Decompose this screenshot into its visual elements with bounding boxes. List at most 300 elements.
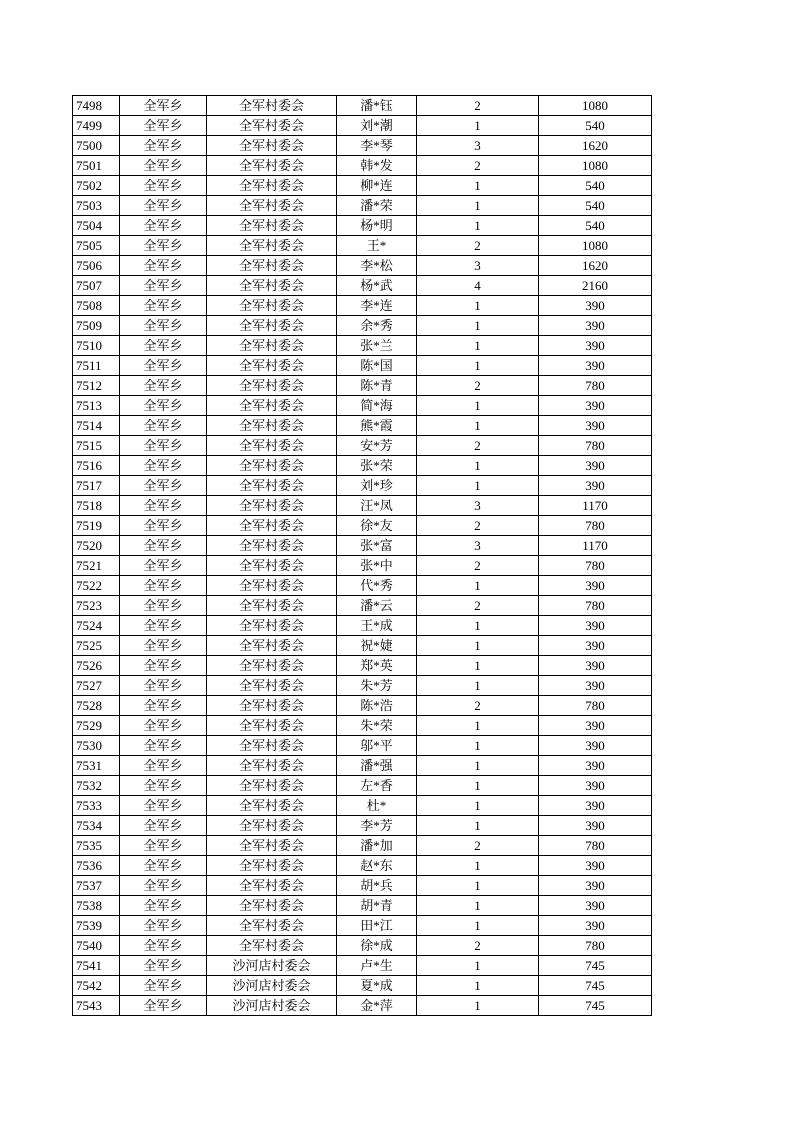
count-cell: 1 bbox=[417, 636, 539, 656]
township-cell: 全军乡 bbox=[120, 916, 207, 936]
count-cell: 1 bbox=[417, 216, 539, 236]
name-cell: 简*海 bbox=[337, 396, 417, 416]
count-cell: 1 bbox=[417, 116, 539, 136]
name-cell: 潘*荣 bbox=[337, 196, 417, 216]
village-committee-cell: 全军村委会 bbox=[207, 196, 337, 216]
count-cell: 2 bbox=[417, 556, 539, 576]
record-id-cell: 7499 bbox=[73, 116, 120, 136]
amount-cell: 1170 bbox=[539, 536, 652, 556]
count-cell: 1 bbox=[417, 756, 539, 776]
record-id-cell: 7543 bbox=[73, 996, 120, 1016]
table-row bbox=[73, 856, 652, 876]
amount-cell: 390 bbox=[539, 716, 652, 736]
record-id-cell: 7514 bbox=[73, 416, 120, 436]
amount-cell: 390 bbox=[539, 736, 652, 756]
name-cell: 王* bbox=[337, 236, 417, 256]
name-cell: 熊*霞 bbox=[337, 416, 417, 436]
record-id-cell: 7538 bbox=[73, 896, 120, 916]
table-row bbox=[73, 156, 652, 176]
amount-cell: 390 bbox=[539, 916, 652, 936]
count-cell: 1 bbox=[417, 336, 539, 356]
township-cell: 全军乡 bbox=[120, 776, 207, 796]
name-cell: 韩*发 bbox=[337, 156, 417, 176]
record-id-cell: 7542 bbox=[73, 976, 120, 996]
township-cell: 全军乡 bbox=[120, 136, 207, 156]
village-committee-cell: 全军村委会 bbox=[207, 276, 337, 296]
table-row bbox=[73, 876, 652, 896]
village-committee-cell: 全军村委会 bbox=[207, 156, 337, 176]
amount-cell: 780 bbox=[539, 436, 652, 456]
township-cell: 全军乡 bbox=[120, 576, 207, 596]
record-id-cell: 7517 bbox=[73, 476, 120, 496]
count-cell: 1 bbox=[417, 356, 539, 376]
count-cell: 2 bbox=[417, 376, 539, 396]
township-cell: 全军乡 bbox=[120, 116, 207, 136]
name-cell: 杨*武 bbox=[337, 276, 417, 296]
count-cell: 1 bbox=[417, 816, 539, 836]
table-row bbox=[73, 196, 652, 216]
record-id-cell: 7527 bbox=[73, 676, 120, 696]
count-cell: 1 bbox=[417, 196, 539, 216]
count-cell: 1 bbox=[417, 956, 539, 976]
count-cell: 3 bbox=[417, 136, 539, 156]
table-row bbox=[73, 416, 652, 436]
table-row bbox=[73, 276, 652, 296]
record-id-cell: 7500 bbox=[73, 136, 120, 156]
table-row bbox=[73, 896, 652, 916]
table-row bbox=[73, 956, 652, 976]
village-committee-cell: 全军村委会 bbox=[207, 836, 337, 856]
township-cell: 全军乡 bbox=[120, 936, 207, 956]
village-committee-cell: 全军村委会 bbox=[207, 556, 337, 576]
table-row bbox=[73, 576, 652, 596]
village-committee-cell: 全军村委会 bbox=[207, 576, 337, 596]
name-cell: 张*兰 bbox=[337, 336, 417, 356]
table-row bbox=[73, 796, 652, 816]
name-cell: 祝*婕 bbox=[337, 636, 417, 656]
amount-cell: 390 bbox=[539, 816, 652, 836]
name-cell: 郑*英 bbox=[337, 656, 417, 676]
name-cell: 刘*潮 bbox=[337, 116, 417, 136]
village-committee-cell: 全军村委会 bbox=[207, 716, 337, 736]
township-cell: 全军乡 bbox=[120, 376, 207, 396]
village-committee-cell: 全军村委会 bbox=[207, 696, 337, 716]
name-cell: 陈*青 bbox=[337, 376, 417, 396]
name-cell: 潘*钰 bbox=[337, 96, 417, 116]
township-cell: 全军乡 bbox=[120, 796, 207, 816]
village-committee-cell: 全军村委会 bbox=[207, 616, 337, 636]
village-committee-cell: 全军村委会 bbox=[207, 436, 337, 456]
name-cell: 田*江 bbox=[337, 916, 417, 936]
township-cell: 全军乡 bbox=[120, 996, 207, 1016]
name-cell: 余*秀 bbox=[337, 316, 417, 336]
record-id-cell: 7498 bbox=[73, 96, 120, 116]
table-row bbox=[73, 296, 652, 316]
count-cell: 1 bbox=[417, 176, 539, 196]
village-committee-cell: 全军村委会 bbox=[207, 136, 337, 156]
township-cell: 全军乡 bbox=[120, 336, 207, 356]
amount-cell: 745 bbox=[539, 976, 652, 996]
table-row bbox=[73, 556, 652, 576]
table-row bbox=[73, 596, 652, 616]
table-row bbox=[73, 836, 652, 856]
village-committee-cell: 沙河店村委会 bbox=[207, 996, 337, 1016]
table-row bbox=[73, 96, 652, 116]
count-cell: 2 bbox=[417, 596, 539, 616]
name-cell: 陈*浩 bbox=[337, 696, 417, 716]
count-cell: 2 bbox=[417, 236, 539, 256]
table-row bbox=[73, 236, 652, 256]
township-cell: 全军乡 bbox=[120, 656, 207, 676]
name-cell: 代*秀 bbox=[337, 576, 417, 596]
amount-cell: 540 bbox=[539, 196, 652, 216]
amount-cell: 2160 bbox=[539, 276, 652, 296]
record-id-cell: 7503 bbox=[73, 196, 120, 216]
amount-cell: 1170 bbox=[539, 496, 652, 516]
record-id-cell: 7518 bbox=[73, 496, 120, 516]
record-id-cell: 7511 bbox=[73, 356, 120, 376]
record-id-cell: 7526 bbox=[73, 656, 120, 676]
name-cell: 左*香 bbox=[337, 776, 417, 796]
table-row bbox=[73, 316, 652, 336]
table-row bbox=[73, 356, 652, 376]
township-cell: 全军乡 bbox=[120, 616, 207, 636]
village-committee-cell: 全军村委会 bbox=[207, 936, 337, 956]
village-committee-cell: 全军村委会 bbox=[207, 396, 337, 416]
count-cell: 1 bbox=[417, 416, 539, 436]
record-id-cell: 7501 bbox=[73, 156, 120, 176]
township-cell: 全军乡 bbox=[120, 736, 207, 756]
village-committee-cell: 全军村委会 bbox=[207, 636, 337, 656]
record-id-cell: 7522 bbox=[73, 576, 120, 596]
amount-cell: 540 bbox=[539, 216, 652, 236]
township-cell: 全军乡 bbox=[120, 296, 207, 316]
record-id-cell: 7525 bbox=[73, 636, 120, 656]
table-row bbox=[73, 436, 652, 456]
village-committee-cell: 全军村委会 bbox=[207, 356, 337, 376]
village-committee-cell: 全军村委会 bbox=[207, 296, 337, 316]
township-cell: 全军乡 bbox=[120, 316, 207, 336]
amount-cell: 390 bbox=[539, 416, 652, 436]
table-row bbox=[73, 716, 652, 736]
record-id-cell: 7539 bbox=[73, 916, 120, 936]
name-cell: 汪*凤 bbox=[337, 496, 417, 516]
table-row bbox=[73, 396, 652, 416]
amount-cell: 390 bbox=[539, 856, 652, 876]
township-cell: 全军乡 bbox=[120, 96, 207, 116]
count-cell: 4 bbox=[417, 276, 539, 296]
table-row bbox=[73, 696, 652, 716]
amount-cell: 780 bbox=[539, 936, 652, 956]
count-cell: 2 bbox=[417, 516, 539, 536]
amount-cell: 1080 bbox=[539, 156, 652, 176]
amount-cell: 390 bbox=[539, 336, 652, 356]
village-committee-cell: 全军村委会 bbox=[207, 896, 337, 916]
count-cell: 2 bbox=[417, 96, 539, 116]
amount-cell: 780 bbox=[539, 556, 652, 576]
count-cell: 2 bbox=[417, 836, 539, 856]
table-row bbox=[73, 776, 652, 796]
township-cell: 全军乡 bbox=[120, 816, 207, 836]
village-committee-cell: 全军村委会 bbox=[207, 176, 337, 196]
township-cell: 全军乡 bbox=[120, 416, 207, 436]
table-row bbox=[73, 936, 652, 956]
township-cell: 全军乡 bbox=[120, 556, 207, 576]
count-cell: 1 bbox=[417, 916, 539, 936]
table-row bbox=[73, 976, 652, 996]
amount-cell: 390 bbox=[539, 316, 652, 336]
count-cell: 1 bbox=[417, 296, 539, 316]
amount-cell: 540 bbox=[539, 176, 652, 196]
name-cell: 柳*连 bbox=[337, 176, 417, 196]
township-cell: 全军乡 bbox=[120, 256, 207, 276]
count-cell: 1 bbox=[417, 976, 539, 996]
table-row bbox=[73, 656, 652, 676]
table-row bbox=[73, 476, 652, 496]
table-row bbox=[73, 756, 652, 776]
record-id-cell: 7506 bbox=[73, 256, 120, 276]
village-committee-cell: 全军村委会 bbox=[207, 456, 337, 476]
township-cell: 全军乡 bbox=[120, 876, 207, 896]
amount-cell: 390 bbox=[539, 616, 652, 636]
village-committee-cell: 全军村委会 bbox=[207, 516, 337, 536]
township-cell: 全军乡 bbox=[120, 496, 207, 516]
table-row bbox=[73, 816, 652, 836]
count-cell: 1 bbox=[417, 876, 539, 896]
count-cell: 3 bbox=[417, 536, 539, 556]
count-cell: 1 bbox=[417, 856, 539, 876]
record-id-cell: 7536 bbox=[73, 856, 120, 876]
township-cell: 全军乡 bbox=[120, 956, 207, 976]
name-cell: 杨*明 bbox=[337, 216, 417, 236]
count-cell: 2 bbox=[417, 156, 539, 176]
record-id-cell: 7535 bbox=[73, 836, 120, 856]
record-id-cell: 7508 bbox=[73, 296, 120, 316]
count-cell: 2 bbox=[417, 436, 539, 456]
amount-cell: 780 bbox=[539, 516, 652, 536]
table-row bbox=[73, 136, 652, 156]
township-cell: 全军乡 bbox=[120, 356, 207, 376]
township-cell: 全军乡 bbox=[120, 536, 207, 556]
village-committee-cell: 沙河店村委会 bbox=[207, 976, 337, 996]
table-row bbox=[73, 616, 652, 636]
amount-cell: 390 bbox=[539, 456, 652, 476]
table-row bbox=[73, 636, 652, 656]
village-committee-cell: 全军村委会 bbox=[207, 96, 337, 116]
amount-cell: 1080 bbox=[539, 96, 652, 116]
table-row bbox=[73, 516, 652, 536]
record-id-cell: 7537 bbox=[73, 876, 120, 896]
name-cell: 胡*兵 bbox=[337, 876, 417, 896]
count-cell: 1 bbox=[417, 456, 539, 476]
township-cell: 全军乡 bbox=[120, 436, 207, 456]
village-committee-cell: 全军村委会 bbox=[207, 816, 337, 836]
count-cell: 2 bbox=[417, 696, 539, 716]
amount-cell: 390 bbox=[539, 876, 652, 896]
count-cell: 1 bbox=[417, 736, 539, 756]
township-cell: 全军乡 bbox=[120, 636, 207, 656]
count-cell: 1 bbox=[417, 576, 539, 596]
township-cell: 全军乡 bbox=[120, 176, 207, 196]
amount-cell: 390 bbox=[539, 656, 652, 676]
name-cell: 潘*强 bbox=[337, 756, 417, 776]
township-cell: 全军乡 bbox=[120, 596, 207, 616]
township-cell: 全军乡 bbox=[120, 836, 207, 856]
village-committee-cell: 全军村委会 bbox=[207, 216, 337, 236]
amount-cell: 780 bbox=[539, 376, 652, 396]
record-id-cell: 7519 bbox=[73, 516, 120, 536]
amount-cell: 390 bbox=[539, 796, 652, 816]
record-id-cell: 7513 bbox=[73, 396, 120, 416]
village-committee-cell: 全军村委会 bbox=[207, 856, 337, 876]
amount-cell: 1620 bbox=[539, 256, 652, 276]
amount-cell: 390 bbox=[539, 896, 652, 916]
amount-cell: 390 bbox=[539, 356, 652, 376]
record-id-cell: 7516 bbox=[73, 456, 120, 476]
name-cell: 李*芳 bbox=[337, 816, 417, 836]
amount-cell: 780 bbox=[539, 696, 652, 716]
name-cell: 潘*加 bbox=[337, 836, 417, 856]
amount-cell: 390 bbox=[539, 756, 652, 776]
record-id-cell: 7515 bbox=[73, 436, 120, 456]
amount-cell: 780 bbox=[539, 596, 652, 616]
name-cell: 胡*青 bbox=[337, 896, 417, 916]
count-cell: 1 bbox=[417, 716, 539, 736]
township-cell: 全军乡 bbox=[120, 516, 207, 536]
village-committee-cell: 全军村委会 bbox=[207, 916, 337, 936]
count-cell: 1 bbox=[417, 316, 539, 336]
village-committee-cell: 全军村委会 bbox=[207, 116, 337, 136]
count-cell: 1 bbox=[417, 896, 539, 916]
township-cell: 全军乡 bbox=[120, 196, 207, 216]
table-row bbox=[73, 216, 652, 236]
amount-cell: 390 bbox=[539, 676, 652, 696]
township-cell: 全军乡 bbox=[120, 856, 207, 876]
village-committee-cell: 全军村委会 bbox=[207, 496, 337, 516]
village-committee-cell: 沙河店村委会 bbox=[207, 956, 337, 976]
township-cell: 全军乡 bbox=[120, 396, 207, 416]
name-cell: 金*萍 bbox=[337, 996, 417, 1016]
table-row bbox=[73, 536, 652, 556]
count-cell: 1 bbox=[417, 796, 539, 816]
name-cell: 朱*芳 bbox=[337, 676, 417, 696]
village-committee-cell: 全军村委会 bbox=[207, 676, 337, 696]
amount-cell: 390 bbox=[539, 576, 652, 596]
record-id-cell: 7521 bbox=[73, 556, 120, 576]
name-cell: 夏*成 bbox=[337, 976, 417, 996]
village-committee-cell: 全军村委会 bbox=[207, 376, 337, 396]
amount-cell: 780 bbox=[539, 836, 652, 856]
table-row bbox=[73, 676, 652, 696]
village-committee-cell: 全军村委会 bbox=[207, 476, 337, 496]
village-committee-cell: 全军村委会 bbox=[207, 256, 337, 276]
name-cell: 卢*生 bbox=[337, 956, 417, 976]
amount-cell: 540 bbox=[539, 116, 652, 136]
amount-cell: 390 bbox=[539, 296, 652, 316]
township-cell: 全军乡 bbox=[120, 156, 207, 176]
village-committee-cell: 全军村委会 bbox=[207, 536, 337, 556]
data-table bbox=[72, 95, 652, 1016]
amount-cell: 390 bbox=[539, 476, 652, 496]
record-id-cell: 7509 bbox=[73, 316, 120, 336]
name-cell: 李*琴 bbox=[337, 136, 417, 156]
name-cell: 徐*友 bbox=[337, 516, 417, 536]
village-committee-cell: 全军村委会 bbox=[207, 316, 337, 336]
township-cell: 全军乡 bbox=[120, 456, 207, 476]
count-cell: 1 bbox=[417, 476, 539, 496]
record-id-cell: 7523 bbox=[73, 596, 120, 616]
amount-cell: 390 bbox=[539, 776, 652, 796]
township-cell: 全军乡 bbox=[120, 476, 207, 496]
table-row bbox=[73, 996, 652, 1016]
record-id-cell: 7512 bbox=[73, 376, 120, 396]
village-committee-cell: 全军村委会 bbox=[207, 796, 337, 816]
village-committee-cell: 全军村委会 bbox=[207, 236, 337, 256]
name-cell: 陈*国 bbox=[337, 356, 417, 376]
table-row bbox=[73, 916, 652, 936]
record-id-cell: 7534 bbox=[73, 816, 120, 836]
record-id-cell: 7528 bbox=[73, 696, 120, 716]
table-body bbox=[73, 96, 652, 1016]
record-id-cell: 7502 bbox=[73, 176, 120, 196]
name-cell: 朱*荣 bbox=[337, 716, 417, 736]
name-cell: 安*芳 bbox=[337, 436, 417, 456]
amount-cell: 745 bbox=[539, 996, 652, 1016]
name-cell: 徐*成 bbox=[337, 936, 417, 956]
village-committee-cell: 全军村委会 bbox=[207, 596, 337, 616]
table-row bbox=[73, 496, 652, 516]
record-id-cell: 7529 bbox=[73, 716, 120, 736]
amount-cell: 390 bbox=[539, 636, 652, 656]
count-cell: 1 bbox=[417, 776, 539, 796]
name-cell: 潘*云 bbox=[337, 596, 417, 616]
count-cell: 3 bbox=[417, 496, 539, 516]
township-cell: 全军乡 bbox=[120, 716, 207, 736]
name-cell: 李*连 bbox=[337, 296, 417, 316]
village-committee-cell: 全军村委会 bbox=[207, 656, 337, 676]
name-cell: 李*松 bbox=[337, 256, 417, 276]
amount-cell: 1080 bbox=[539, 236, 652, 256]
count-cell: 1 bbox=[417, 996, 539, 1016]
township-cell: 全军乡 bbox=[120, 896, 207, 916]
record-id-cell: 7541 bbox=[73, 956, 120, 976]
village-committee-cell: 全军村委会 bbox=[207, 336, 337, 356]
count-cell: 1 bbox=[417, 656, 539, 676]
village-committee-cell: 全军村委会 bbox=[207, 876, 337, 896]
township-cell: 全军乡 bbox=[120, 696, 207, 716]
amount-cell: 1620 bbox=[539, 136, 652, 156]
township-cell: 全军乡 bbox=[120, 276, 207, 296]
record-id-cell: 7531 bbox=[73, 756, 120, 776]
count-cell: 1 bbox=[417, 616, 539, 636]
table-row bbox=[73, 376, 652, 396]
name-cell: 杜* bbox=[337, 796, 417, 816]
table-row bbox=[73, 176, 652, 196]
record-id-cell: 7510 bbox=[73, 336, 120, 356]
record-id-cell: 7524 bbox=[73, 616, 120, 636]
table-row bbox=[73, 456, 652, 476]
name-cell: 张*荣 bbox=[337, 456, 417, 476]
name-cell: 赵*东 bbox=[337, 856, 417, 876]
name-cell: 张*富 bbox=[337, 536, 417, 556]
name-cell: 刘*珍 bbox=[337, 476, 417, 496]
count-cell: 3 bbox=[417, 256, 539, 276]
village-committee-cell: 全军村委会 bbox=[207, 416, 337, 436]
record-id-cell: 7520 bbox=[73, 536, 120, 556]
township-cell: 全军乡 bbox=[120, 216, 207, 236]
count-cell: 2 bbox=[417, 936, 539, 956]
count-cell: 1 bbox=[417, 676, 539, 696]
